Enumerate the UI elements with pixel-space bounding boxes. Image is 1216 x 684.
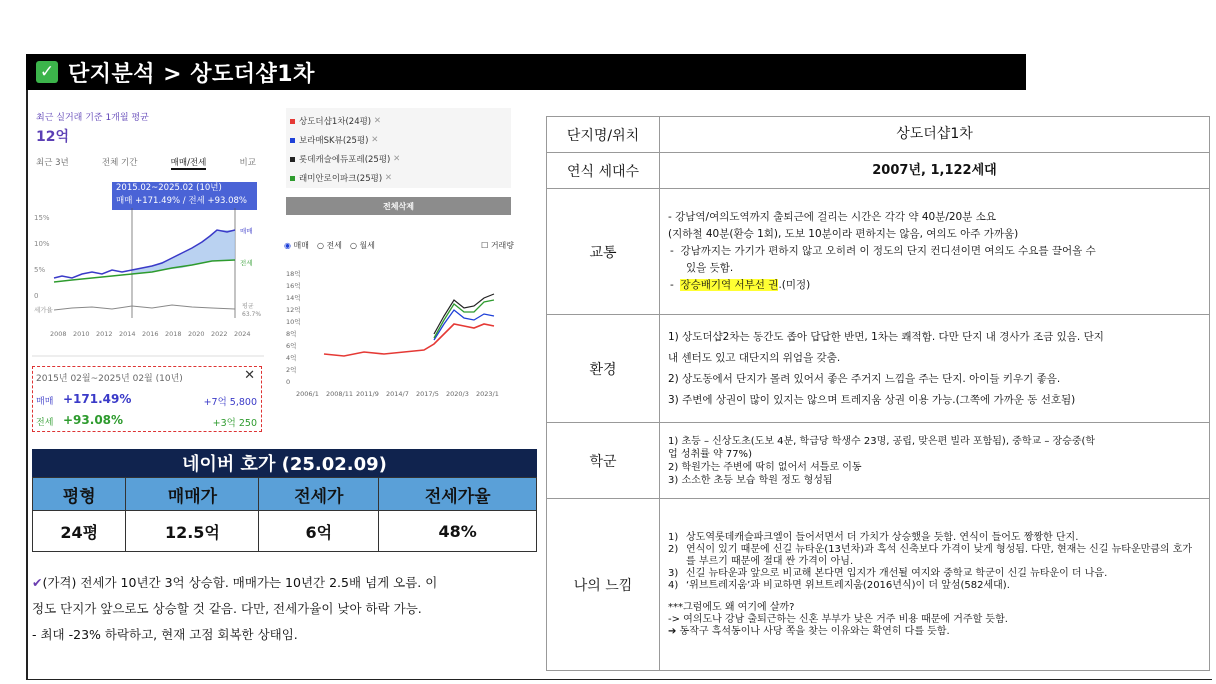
tab-recent-3y[interactable]: 최근 3년 — [36, 158, 69, 168]
label-year: 연식 세대수 — [547, 153, 660, 189]
summary-range: 2015년 02월~2025년 02월 (10년) — [36, 374, 183, 384]
cell-sale-price: 12.5억 — [126, 511, 259, 552]
value-school: 1) 초등 – 신상도초(도보 4분, 학급당 학생수 23명, 공립, 맞은편 빌라 포함됨), 중학교 – 장승중(학 업 성취률 약 77%) 2) 학원가는 주변에 딱히 없어서 셔틀로 이동 3) 소소한 초등 보습 학원 정도 형성됨 — [660, 423, 1210, 499]
tooltip-range: 2015.02~2025.02 (10년) — [116, 183, 222, 193]
change-summary-box — [32, 366, 262, 432]
cell-size: 24평 — [33, 511, 126, 552]
x-tick: 2010 — [73, 330, 90, 338]
tab-sale-jeonse[interactable]: 매매/전세 — [170, 158, 207, 168]
y-tick: 0 — [286, 378, 291, 386]
legend-item[interactable]: 상도더샵1차(24평) ✕ — [290, 115, 511, 127]
col-jeonse-price: 전세가 — [259, 478, 379, 511]
tooltip-values: 매매 +171.49% / 전세 +93.08% — [116, 196, 247, 206]
col-jeonse-ratio: 전세가율 — [379, 478, 537, 511]
col-size: 평형 — [33, 478, 126, 511]
value-traffic: - 강남역/여의도역까지 출퇴근에 걸리는 시간은 각각 약 40분/20분 소요 (지하철 40분(환승 1회), 도보 10분이라 편하지는 않음, 여의도 아주 가까움) - 강남까지는 가기가 편하지 않고 오히려 이 정도의 단지 컨디션이면 여의도 수요를 끌어올 수 있을 듯함. - 장승배기역 서부선 권.(미정) — [660, 189, 1210, 315]
compare-legend — [286, 108, 511, 188]
label-name: 단지명/위치 — [547, 117, 660, 153]
compare-chart-svg — [284, 254, 514, 439]
sale-amount: +7억 5,800 — [203, 397, 257, 408]
legend-item[interactable]: 롯데캐슬에듀포레(25평) ✕ — [290, 153, 511, 165]
x-tick: 2014/7 — [386, 390, 409, 398]
frame-left — [26, 90, 28, 680]
ratio-series-line — [54, 305, 235, 310]
frame-bottom — [26, 679, 1212, 680]
series-label-sale: 매매 — [240, 227, 253, 235]
x-tick: 2008/11 — [326, 390, 354, 398]
x-tick: 2006/1 — [296, 390, 319, 398]
y-tick: 5% — [34, 266, 46, 274]
x-tick: 2017/5 — [416, 390, 439, 398]
ratio-label: 세가율 — [34, 306, 53, 314]
avg-label: 평균 — [242, 303, 254, 310]
y-tick: 15% — [34, 214, 50, 222]
value-environment: 1) 상도더샵2차는 동간도 좁아 답답한 반면, 1차는 쾌적함. 다만 단지 내 경사가 조금 있음. 단지 내 센터도 있고 대단지의 위엄을 갖춤. 2) 상도동에서 단지가 몰려 있어서 좋은 주거지 느낌을 주는 단지. 아이들 키우기 좋음. 3) 주변에 상권이 많이 있지는 않으며 트레지움 상권 이용 가능.(그쪽에 가까운 동 선호됨) — [660, 315, 1210, 423]
check-mark-icon: ✔ — [32, 575, 43, 590]
price-notes — [32, 570, 532, 648]
y-tick: 14억 — [286, 294, 301, 302]
remove-icon: ✕ — [373, 116, 381, 126]
sale-label: 매매 — [36, 397, 54, 407]
volume-checkbox[interactable]: ☐ 거래량 — [481, 241, 514, 250]
naver-header: 네이버 호가 (25.02.09) — [32, 449, 537, 477]
series-label-jeonse: 전세 — [240, 259, 253, 267]
cell-jeonse-price: 6억 — [259, 511, 379, 552]
jeonse-pct: +93.08% — [63, 413, 124, 427]
label-traffic: 교통 — [547, 189, 660, 315]
tab-all[interactable]: 전체 기간 — [101, 158, 138, 168]
col-sale-price: 매매가 — [126, 478, 259, 511]
legend-swatch — [290, 138, 295, 143]
trend-chart-svg — [32, 208, 264, 358]
y-tick: 0 — [34, 292, 39, 300]
y-tick: 12억 — [286, 306, 301, 314]
note-line: 정도 단지가 앞으로도 상승할 것 같음. 다만, 전세가율이 낮아 하락 가능. — [32, 601, 422, 616]
y-tick: 10억 — [286, 318, 301, 326]
x-tick: 2020 — [188, 330, 205, 338]
price-trend-panel — [32, 104, 264, 359]
value-year: 2007년, 1,122세대 — [660, 153, 1210, 189]
remove-icon: ✕ — [384, 173, 392, 183]
label-school: 학군 — [547, 423, 660, 499]
jeonse-amount: +3억 250 — [212, 418, 257, 429]
y-tick: 8억 — [286, 330, 297, 338]
y-tick: 4억 — [286, 354, 297, 362]
close-icon[interactable]: ✕ — [244, 368, 255, 383]
jeonse-label: 전세 — [36, 418, 54, 428]
radio-monthly[interactable]: ○ 월세 — [350, 241, 375, 250]
legend-swatch — [290, 176, 295, 181]
x-tick: 2020/3 — [446, 390, 469, 398]
chart-tooltip — [112, 182, 257, 210]
legend-item[interactable]: 보라매SK뷰(25평) ✕ — [290, 134, 511, 146]
x-tick: 2011/9 — [356, 390, 379, 398]
x-tick: 2023/1 — [476, 390, 499, 398]
note-line: - 최대 -23% 하락하고, 현재 고점 회복한 상태임. — [32, 627, 298, 642]
remove-icon: ✕ — [393, 154, 401, 164]
value-feeling: 1) 상도역롯데캐슬파크엘이 들어서면서 더 가치가 상승했을 듯함. 연식이 들어도 짱짱한 단지. 2) 연식이 있기 때문에 신길 뉴타운(13년차)과 흑석 신축보다 가격이 낮게 형성됨. 다만, 현재는 신길 뉴타운만큼의 호가를 부르기 때문에 절대 싼 가격이 아님. 3) 신길 뉴타운과 앞으로 비교해 본다면 입지가 개선될 여지와 중학교 학군이 신길 뉴타운이 더 나음. 4) ‘위브트레지움’과 비교하면 위브트레지움(2016년식)이 더 앞섬(582세대). ***그럼에도 왜 여기에 살까? -> 여의도나 강남 출퇴근하는 신혼 부부가 낮은 거주 비용 때문에 거주할 듯함. ➔ 동작구 흑석동이나 사당 쪽을 찾는 이유와는 확연히 다를 듯함. — [660, 499, 1210, 671]
x-tick: 2024 — [234, 330, 251, 338]
x-tick: 2016 — [142, 330, 159, 338]
remove-icon: ✕ — [371, 135, 379, 145]
page-title: 단지분석 > 상도더샵1차 — [68, 61, 315, 87]
x-tick: 2022 — [211, 330, 228, 338]
y-tick: 16억 — [286, 282, 301, 290]
legend-swatch — [290, 157, 295, 162]
y-tick: 10% — [34, 240, 50, 248]
info-table — [546, 116, 1210, 671]
y-tick: 18억 — [286, 270, 301, 278]
x-tick: 2014 — [119, 330, 136, 338]
y-tick: 6억 — [286, 342, 297, 350]
chart-options — [284, 240, 514, 251]
radio-jeonse[interactable]: ○ 전세 — [317, 241, 342, 250]
tab-compare[interactable]: 비교 — [239, 158, 256, 168]
sale-pct: +171.49% — [63, 392, 132, 406]
check-icon: ✓ — [36, 61, 58, 83]
series-line-dosang — [324, 324, 494, 356]
x-tick: 2008 — [50, 330, 67, 338]
y-tick: 2억 — [286, 366, 297, 374]
naver-price-table — [32, 449, 537, 550]
radio-sale[interactable]: ◉ 매매 — [284, 241, 309, 250]
x-tick: 2018 — [165, 330, 182, 338]
title-bar — [26, 54, 1026, 90]
clear-all-button[interactable]: 전체삭제 — [286, 197, 511, 215]
legend-item[interactable]: 래미안로이파크(25평) ✕ — [290, 172, 511, 184]
chart-subtitle: 최근 실거래 기준 1개월 평균 — [36, 113, 149, 123]
label-feeling: 나의 느낌 — [547, 499, 660, 671]
cell-jeonse-ratio: 48% — [379, 511, 537, 552]
note-line: ✔(가격) 전세가 10년간 3억 상승함. 매매가는 10년간 2.5배 넘게 오름. 이 — [32, 575, 438, 590]
legend-swatch — [290, 119, 295, 124]
avg-price: 12억 — [36, 129, 70, 145]
label-environment: 환경 — [547, 315, 660, 423]
value-name: 상도더샵1차 — [660, 117, 1210, 153]
chart-tabs — [36, 156, 256, 170]
x-tick: 2012 — [96, 330, 113, 338]
avg-value: 63.7% — [242, 311, 262, 318]
compare-chart — [284, 240, 514, 440]
